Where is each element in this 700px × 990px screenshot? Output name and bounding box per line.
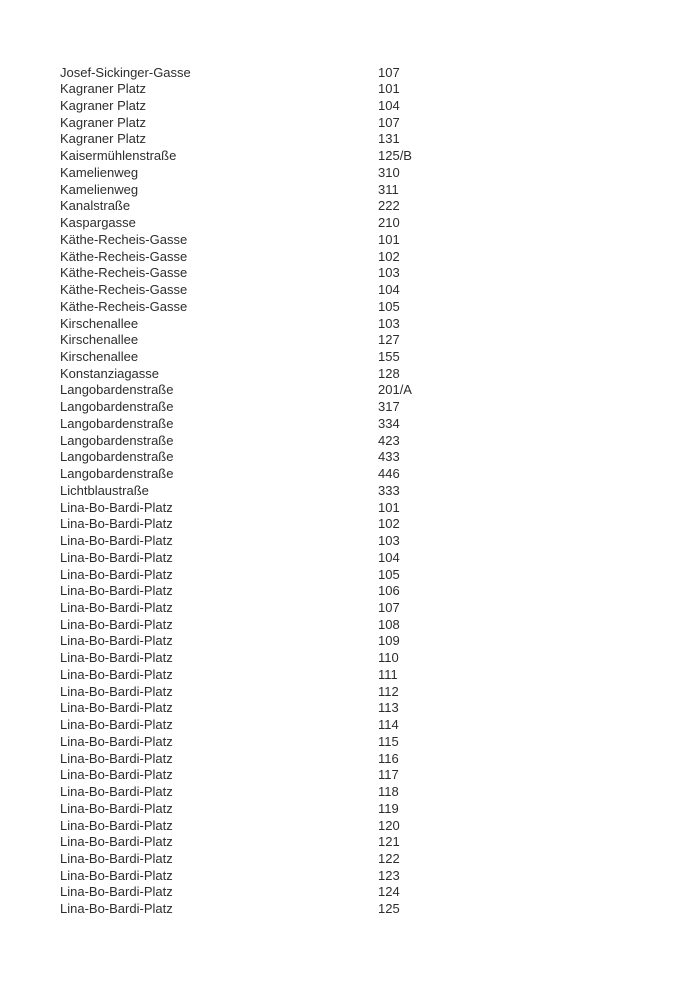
address-row — [60, 65, 700, 82]
address-row — [60, 617, 700, 634]
address-row — [60, 650, 700, 667]
street-name: Lina-Bo-Bardi-Platz — [60, 549, 173, 565]
street-name: Lina-Bo-Bardi-Platz — [60, 901, 173, 917]
address-row — [60, 751, 700, 768]
house-number: 317 — [378, 399, 400, 415]
address-row — [60, 483, 700, 500]
address-row — [60, 533, 700, 550]
house-number: 107 — [378, 114, 400, 130]
house-number: 127 — [378, 332, 400, 348]
address-row — [60, 734, 700, 751]
house-number: 119 — [378, 800, 399, 816]
street-name: Kanalstraße — [60, 198, 131, 214]
house-number: 101 — [378, 499, 400, 515]
house-number: 114 — [378, 717, 399, 733]
house-number: 122 — [378, 851, 400, 867]
address-row — [60, 98, 700, 115]
street-name: Lina-Bo-Bardi-Platz — [60, 750, 173, 766]
house-number: 102 — [378, 248, 400, 264]
address-row — [60, 500, 700, 517]
street-name: Käthe-Recheis-Gasse — [60, 231, 188, 247]
house-number: 101 — [378, 81, 400, 97]
house-number: 116 — [378, 750, 399, 766]
house-number: 201/A — [378, 382, 412, 398]
street-name: Kagraner Platz — [60, 81, 146, 97]
address-row — [60, 433, 700, 450]
address-row — [60, 232, 700, 249]
street-name: Lina-Bo-Bardi-Platz — [60, 666, 173, 682]
street-name: Langobardenstraße — [60, 449, 174, 465]
address-row — [60, 851, 700, 868]
house-number: 105 — [378, 298, 400, 314]
street-name: Lina-Bo-Bardi-Platz — [60, 616, 173, 632]
address-row — [60, 600, 700, 617]
street-name: Käthe-Recheis-Gasse — [60, 248, 188, 264]
street-name: Lina-Bo-Bardi-Platz — [60, 767, 173, 783]
house-number: 423 — [378, 432, 400, 448]
house-number: 104 — [378, 549, 400, 565]
address-row — [60, 182, 700, 199]
house-number: 115 — [378, 733, 399, 749]
street-name: Lina-Bo-Bardi-Platz — [60, 583, 173, 599]
street-name: Lina-Bo-Bardi-Platz — [60, 533, 173, 549]
address-row — [60, 684, 700, 701]
house-number: 333 — [378, 482, 400, 498]
address-row — [60, 884, 700, 901]
street-name: Käthe-Recheis-Gasse — [60, 265, 188, 281]
house-number: 120 — [378, 817, 400, 833]
address-row — [60, 567, 700, 584]
house-number: 131 — [378, 131, 400, 147]
address-row — [60, 215, 700, 232]
street-name: Lina-Bo-Bardi-Platz — [60, 884, 173, 900]
street-name: Lina-Bo-Bardi-Platz — [60, 800, 173, 816]
street-name: Kamelienweg — [60, 181, 139, 197]
house-number: 101 — [378, 231, 400, 247]
address-row — [60, 700, 700, 717]
house-number: 222 — [378, 198, 400, 214]
street-name: Lina-Bo-Bardi-Platz — [60, 784, 173, 800]
address-row — [60, 784, 700, 801]
street-name: Kirschenallee — [60, 315, 139, 331]
house-number: 106 — [378, 583, 400, 599]
address-row — [60, 299, 700, 316]
house-number: 110 — [378, 650, 399, 666]
street-name: Lina-Bo-Bardi-Platz — [60, 600, 173, 615]
house-number: 311 — [378, 181, 399, 197]
address-row — [60, 466, 700, 483]
street-name: Langobardenstraße — [60, 399, 174, 415]
house-number: 112 — [378, 683, 399, 699]
house-number: 123 — [378, 867, 400, 883]
house-number: 103 — [378, 533, 400, 549]
address-row — [60, 265, 700, 282]
address-row — [60, 249, 700, 266]
address-row — [60, 667, 700, 684]
address-row — [60, 316, 700, 333]
house-number: 104 — [378, 282, 400, 298]
address-row — [60, 165, 700, 182]
street-name: Lina-Bo-Bardi-Platz — [60, 650, 173, 666]
house-number: 102 — [378, 516, 400, 532]
address-row — [60, 131, 700, 148]
house-number: 118 — [378, 784, 399, 800]
street-name: Käthe-Recheis-Gasse — [60, 298, 188, 314]
address-row — [60, 767, 700, 784]
house-number: 117 — [378, 767, 399, 783]
house-number: 125 — [378, 901, 400, 917]
house-number: 446 — [378, 466, 400, 482]
street-name: Lina-Bo-Bardi-Platz — [60, 851, 173, 867]
address-row — [60, 198, 700, 215]
house-number: 103 — [378, 315, 400, 331]
street-name: Kaisermühlenstraße — [60, 148, 177, 164]
house-number: 210 — [378, 215, 400, 231]
address-row — [60, 148, 700, 165]
address-row — [60, 449, 700, 466]
house-number: 125/B — [378, 148, 412, 164]
street-name: Lina-Bo-Bardi-Platz — [60, 700, 173, 716]
house-number: 107 — [378, 600, 400, 615]
address-row — [60, 818, 700, 835]
address-row — [60, 550, 700, 567]
address-row — [60, 382, 700, 399]
address-row — [60, 366, 700, 383]
street-name: Langobardenstraße — [60, 382, 174, 398]
street-name: Kaspargasse — [60, 215, 136, 231]
address-row — [60, 633, 700, 650]
house-number: 108 — [378, 616, 400, 632]
house-number: 310 — [378, 164, 400, 180]
house-number: 104 — [378, 97, 400, 113]
house-number: 109 — [378, 633, 400, 649]
house-number: 111 — [378, 666, 398, 682]
address-row — [60, 717, 700, 734]
address-row — [60, 332, 700, 349]
address-row — [60, 349, 700, 366]
street-name: Langobardenstraße — [60, 432, 174, 448]
street-name: Kagraner Platz — [60, 114, 146, 130]
street-name: Konstanziagasse — [60, 365, 160, 381]
street-name: Kagraner Platz — [60, 97, 146, 113]
house-number: 103 — [378, 265, 400, 281]
address-row — [60, 583, 700, 600]
street-name: Lina-Bo-Bardi-Platz — [60, 566, 173, 582]
house-number: 128 — [378, 365, 400, 381]
street-name: Lina-Bo-Bardi-Platz — [60, 499, 173, 515]
street-name: Käthe-Recheis-Gasse — [60, 282, 188, 298]
address-row — [60, 282, 700, 299]
street-name: Lina-Bo-Bardi-Platz — [60, 633, 173, 649]
street-name: Kamelienweg — [60, 164, 139, 180]
address-row — [60, 801, 700, 818]
house-number: 113 — [378, 700, 399, 716]
street-name: Kagraner Platz — [60, 131, 146, 147]
street-name: Langobardenstraße — [60, 415, 174, 431]
address-row — [60, 516, 700, 533]
street-name: Lina-Bo-Bardi-Platz — [60, 733, 173, 749]
street-name: Kirschenallee — [60, 348, 139, 364]
street-name: Lina-Bo-Bardi-Platz — [60, 516, 173, 532]
street-name: Kirschenallee — [60, 332, 139, 348]
address-list — [0, 65, 700, 918]
street-name: Lina-Bo-Bardi-Platz — [60, 834, 173, 850]
address-row — [60, 81, 700, 98]
street-name: Lina-Bo-Bardi-Platz — [60, 867, 173, 883]
house-number: 124 — [378, 884, 400, 900]
address-row — [60, 901, 700, 918]
address-row — [60, 115, 700, 132]
street-name: Lina-Bo-Bardi-Platz — [60, 683, 173, 699]
address-row — [60, 868, 700, 885]
street-name: Lina-Bo-Bardi-Platz — [60, 817, 173, 833]
house-number: 334 — [378, 415, 400, 431]
address-row — [60, 416, 700, 433]
address-row — [60, 834, 700, 851]
address-row — [60, 399, 700, 416]
street-name: Lichtblaustraße — [60, 482, 149, 498]
house-number: 107 — [378, 64, 400, 80]
street-name: Langobardenstraße — [60, 466, 174, 482]
street-name: Josef-Sickinger-Gasse — [60, 64, 191, 80]
street-name: Lina-Bo-Bardi-Platz — [60, 717, 173, 733]
house-number: 105 — [378, 566, 400, 582]
house-number: 433 — [378, 449, 400, 465]
house-number: 121 — [378, 834, 400, 850]
house-number: 155 — [378, 348, 400, 364]
